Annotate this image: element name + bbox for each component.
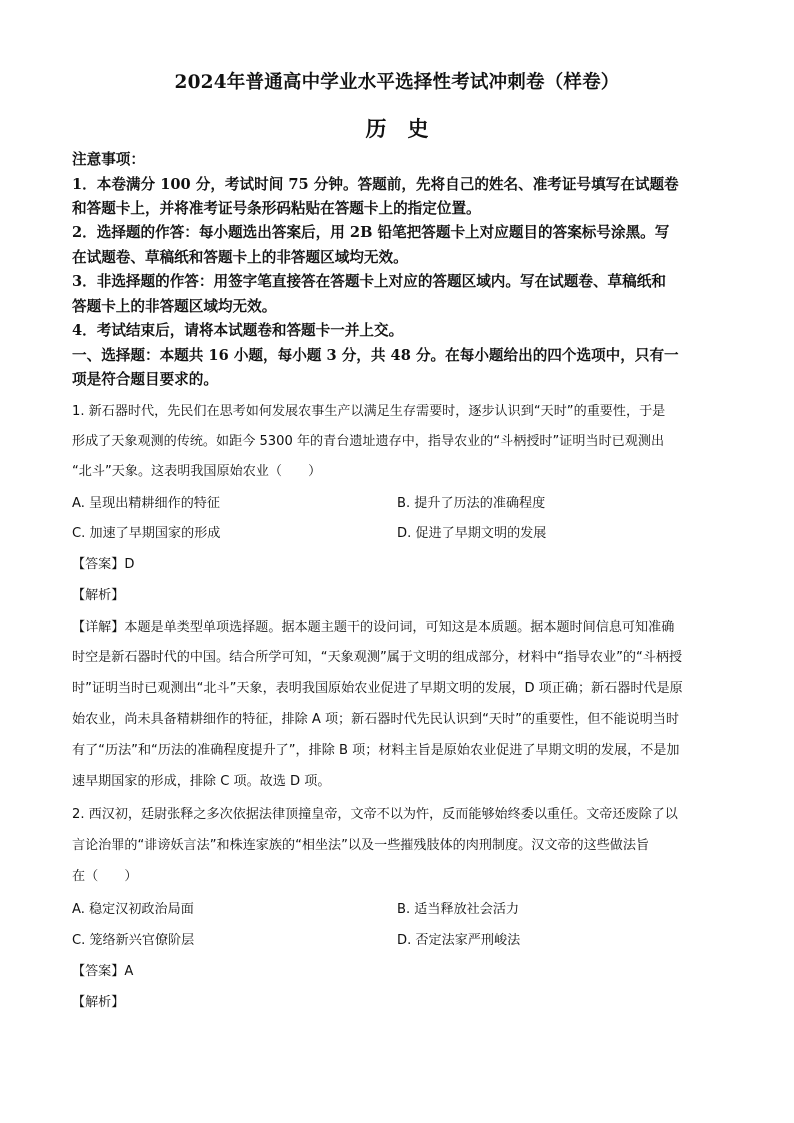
question-1-detail: 速早期国家的形成，排除 C 项。故选 D 项。 xyxy=(72,774,331,789)
notice-line: 1．本卷满分 100 分，考试时间 75 分钟。答题前，先将自己的姓名、准考证号填写在试题卷 xyxy=(72,176,679,193)
exam-title: 2024年普通高中学业水平选择性考试冲刺卷（样卷） xyxy=(174,72,620,93)
notice-heading: 注意事项： xyxy=(72,151,145,168)
question-2-option-b: B. 适当释放社会活力 xyxy=(397,902,520,917)
question-1-detail: 有了“历法”和“历法的准确程度提升了”，排除 B 项；材料主旨是原始农业促进了早期文明的发展，不是加 xyxy=(72,743,680,758)
question-2-stem: 在（ ） xyxy=(72,869,138,884)
question-2-option-c: C. 笼络新兴官僚阶层 xyxy=(72,933,195,948)
subject-title: 历 史 xyxy=(365,116,429,141)
question-1-stem: “北斗”天象。这表明我国原始农业（ ） xyxy=(72,464,322,479)
notice-line: 答题卡上的非答题区域均无效。 xyxy=(72,298,277,315)
question-1-analysis-label: 【解析】 xyxy=(72,588,125,603)
question-1-detail: 时空是新石器时代的中国。结合所学可知，“天象观测”属于文明的组成部分，材料中“指导农业”的“斗柄授 xyxy=(72,650,683,665)
question-2-stem: 2. 西汉初，廷尉张释之多次依据法律顶撞皇帝，文帝不以为忤，反而能够始终委以重任。文帝还废除了以 xyxy=(72,807,678,822)
question-1-detail: 【详解】本题是单类型单项选择题。据本题主题干的设问词，可知这是本质题。据本题时间信息可知准确 xyxy=(72,620,675,635)
question-1-detail: 始农业，尚未具备精耕细作的特征，排除 A 项；新石器时代先民认识到“天时”的重要性，但不能说明当时 xyxy=(72,712,679,727)
section-heading: 项是符合题目要求的。 xyxy=(72,371,218,388)
question-1-stem: 1. 新石器时代，先民们在思考如何发展农事生产以满足生存需要时，逐步认识到“天时”的重要性，于是 xyxy=(72,404,666,419)
question-1-option-c: C. 加速了早期国家的形成 xyxy=(72,526,221,541)
question-1-option-b: B. 提升了历法的准确程度 xyxy=(397,496,546,511)
question-1-detail: 时”证明当时已观测出“北斗”天象，表明我国原始农业促进了早期文明的发展，D 项正确；新石器时代是原 xyxy=(72,681,683,696)
notice-line: 和答题卡上，并将准考证号条形码粘贴在答题卡上的指定位置。 xyxy=(72,200,481,217)
question-2-option-d: D. 否定法家严刑峻法 xyxy=(397,933,521,948)
section-heading: 一、选择题：本题共 16 小题，每小题 3 分，共 48 分。在每小题给出的四个选项中，只有一 xyxy=(72,347,679,364)
question-1-stem: 形成了天象观测的传统。如距今 5300 年的青台遗址遗存中，指导农业的“斗柄授时”证明当时已观测出 xyxy=(72,434,665,449)
question-2-analysis-label: 【解析】 xyxy=(72,995,125,1010)
question-2-answer: 【答案】A xyxy=(72,964,134,979)
notice-line: 4．考试结束后，请将本试题卷和答题卡一并上交。 xyxy=(72,322,404,339)
question-2-stem: 言论治罪的“诽谤妖言法”和株连家族的“相坐法”以及一些摧残肢体的肉刑制度。汉文帝的这些做法旨 xyxy=(72,838,650,853)
question-1-option-a: A. 呈现出精耕细作的特征 xyxy=(72,496,220,511)
question-1-option-d: D. 促进了早期文明的发展 xyxy=(397,526,547,541)
question-2-option-a: A. 稳定汉初政治局面 xyxy=(72,902,194,917)
notice-line: 在试题卷、草稿纸和答题卡上的非答题区域均无效。 xyxy=(72,249,408,266)
notice-line: 2．选择题的作答：每小题选出答案后，用 2B 铅笔把答题卡上对应题目的答案标号涂黑。写 xyxy=(72,224,670,241)
notice-line: 3．非选择题的作答：用签字笔直接答在答题卡上对应的答题区域内。写在试题卷、草稿纸和 xyxy=(72,273,666,290)
question-1-answer: 【答案】D xyxy=(72,557,135,572)
